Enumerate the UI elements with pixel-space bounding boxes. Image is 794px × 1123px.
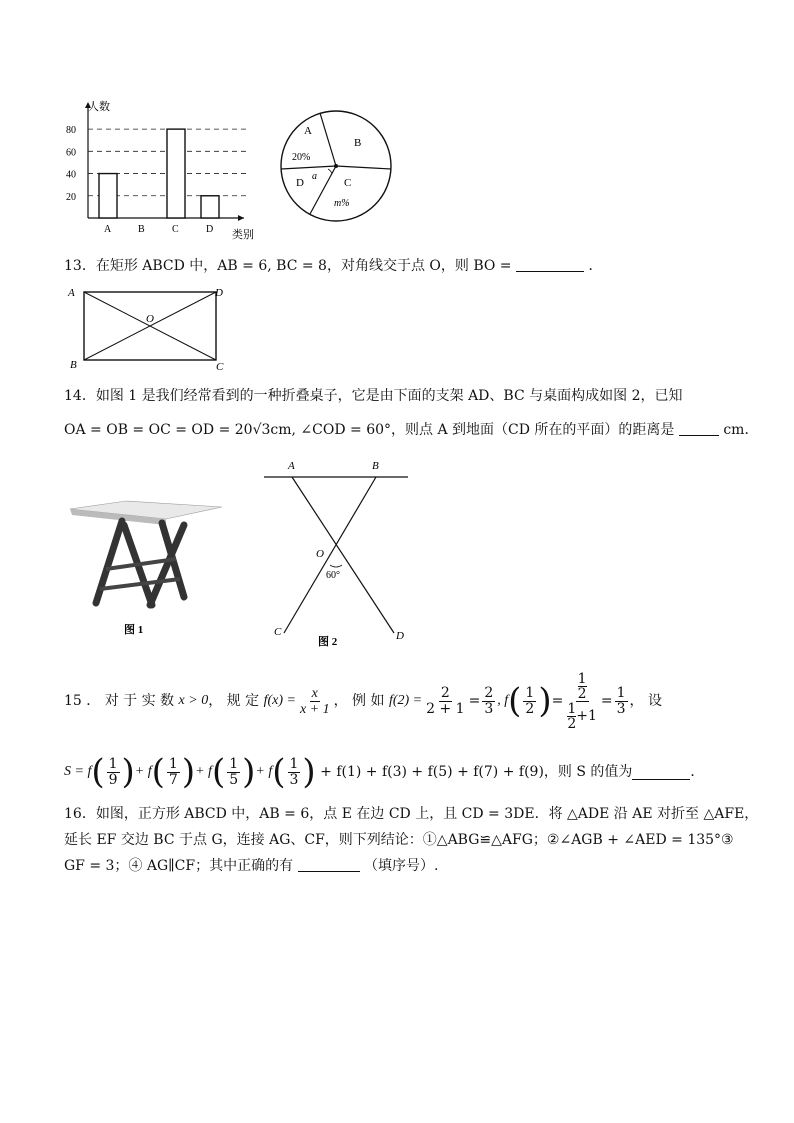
q15-fx: f(x) = (263, 693, 296, 708)
pie-value-c: m% (334, 198, 350, 209)
q14-text: OA = OB = OC = OD = 20√3cm, ∠COD = 60°，则点 A 到地面（CD 所在的平面）的距离是 (64, 422, 675, 438)
question-14-line-2 (64, 420, 758, 440)
figure-1-caption: 图 1 (124, 624, 144, 635)
label-d: D (215, 287, 223, 299)
q15-lead: 15 ． 对 于 实 数 (64, 693, 175, 709)
question-15-line-1 (64, 664, 662, 738)
q13-end: ． (588, 258, 603, 274)
q15-tail: + f(1) + f(3) + f(5) + f(7) + f(9)，则 S 的值为 (320, 764, 633, 780)
folding-table-photo (66, 455, 226, 635)
paren-close: ) (538, 681, 552, 721)
pie-center (334, 164, 338, 168)
y-tick-80: 80 (66, 125, 76, 137)
bar-chart-xlabel: 类别 (232, 229, 254, 240)
q15-end: ． (690, 764, 705, 780)
angle-cod-arc (330, 565, 342, 567)
q13-rectangle-figure (64, 284, 240, 374)
q15-s-eq: S = f (64, 764, 92, 779)
bar-A (99, 174, 117, 218)
y-tick-40: 40 (66, 169, 76, 181)
pie-angle-arc (328, 169, 332, 174)
q15-answer-blank[interactable] (632, 765, 690, 780)
x-tick-C: C (172, 224, 179, 235)
question-14-line-1: 14．如图 1 是我们经常看到的一种折叠桌子，它是由下面的支架 AD、BC 与桌面构成如图 2，已知 (64, 388, 683, 404)
question-16-line-1: 16．如图，正方形 ABCD 中，AB = 6，点 E 在边 CD 上，且 CD = 3DE．将 △ADE 沿 AE 对折至 △AFE， (64, 806, 759, 822)
y-tick-20: 20 (66, 191, 76, 203)
x-axis-arrow (238, 215, 244, 221)
pie-chart (276, 104, 400, 228)
q16-text: GF = 3；④ AG∥CF；其中正确的有 (64, 858, 294, 874)
support-bc (284, 477, 376, 633)
x-tick-A: A (104, 224, 112, 235)
table-leg-1 (96, 521, 122, 603)
bar-chart-plot (66, 102, 248, 235)
pie-value-a: 20% (292, 152, 311, 163)
label-c: C (216, 361, 224, 373)
label-a: A (68, 287, 75, 299)
q13-text: 13．在矩形 ABCD 中，AB = 6, BC = 8，对角线交于点 O，则 BO = (64, 258, 512, 274)
fig2-label-a: A (288, 460, 295, 472)
q15-comma-f: , f (497, 693, 509, 708)
fig2-label-o: O (316, 548, 324, 560)
q15-fx-fraction: $\frac{x}{x + 1}$ (299, 685, 330, 717)
folding-table-diagram (258, 455, 414, 650)
label-b: B (70, 359, 77, 371)
question-16-line-3 (64, 856, 438, 876)
q15-eq-3: = (600, 693, 613, 709)
label-o: O (146, 313, 154, 325)
x-tick-D: D (206, 224, 214, 235)
q15-example: ， 例 如 (333, 693, 385, 709)
pie-label-b: B (354, 137, 362, 149)
question-15-line-2: S = f ( $\frac{1}{9}$ ) + f ( $\frac{1}{7}$ ) + f ( $\frac{1}{5}$ ) + f ( $\frac{1}{3}$ ) + f(1) + f(3) + f(5) + f(7) + f(9)，则 S 的值为 ． (64, 752, 705, 792)
pie-divider-da (281, 166, 336, 169)
q15-one-third: $\frac{1}{3}$ (616, 684, 626, 717)
pie-label-c: C (344, 177, 352, 189)
q13-answer-blank[interactable] (516, 257, 584, 272)
q15-eq-1: = (468, 693, 481, 709)
q14-end: cm． (723, 422, 759, 438)
pie-angle-label: a (312, 171, 317, 182)
pie-label-a: A (304, 125, 312, 137)
bar-C (167, 129, 185, 218)
figure-2-caption: 图 2 (318, 636, 338, 648)
pie-label-d: D (296, 177, 304, 189)
q15-half: $\frac{1}{2}$ (525, 684, 535, 717)
fig2-label-d: D (396, 630, 404, 642)
q15-eq-2: = (551, 693, 564, 709)
fig2-angle-label: 60° (326, 570, 340, 581)
pie-divider-ab (320, 113, 336, 166)
fig2-label-c: C (274, 626, 282, 638)
q16-answer-blank[interactable] (298, 857, 360, 872)
pie-divider-bc (336, 166, 391, 169)
question-16-line-2: 延长 EF 交边 BC 于点 G，连接 AG、CF，则下列结论：①△ABG≌△AFG；②∠AGB + ∠AED = 135°③ (64, 832, 734, 848)
q14-answer-blank[interactable] (679, 421, 719, 436)
q15-compound-fraction: 1 2 1 2 +1 (567, 670, 597, 732)
bar-chart-ylabel: 人数 (88, 101, 110, 113)
q15-condition: x > 0 (178, 693, 209, 708)
bar-chart (60, 98, 260, 240)
x-tick-B: B (138, 224, 145, 235)
fig2-label-b: B (372, 460, 379, 472)
q15-two-thirds: $\frac{2}{3}$ (484, 684, 494, 717)
q15-set: ， 设 (629, 693, 662, 709)
support-ad (292, 477, 394, 633)
y-tick-60: 60 (66, 147, 76, 159)
q15-f2-fraction: $\frac{2}{2 + 1}$ (426, 684, 465, 717)
q15-f2: f(2) = (388, 693, 423, 708)
paren-open: ( (508, 681, 522, 721)
bar-D (201, 196, 219, 218)
question-13 (64, 256, 602, 276)
q16-end: （填序号）. (363, 858, 439, 874)
q15-rule: ， 规 定 (208, 693, 260, 709)
